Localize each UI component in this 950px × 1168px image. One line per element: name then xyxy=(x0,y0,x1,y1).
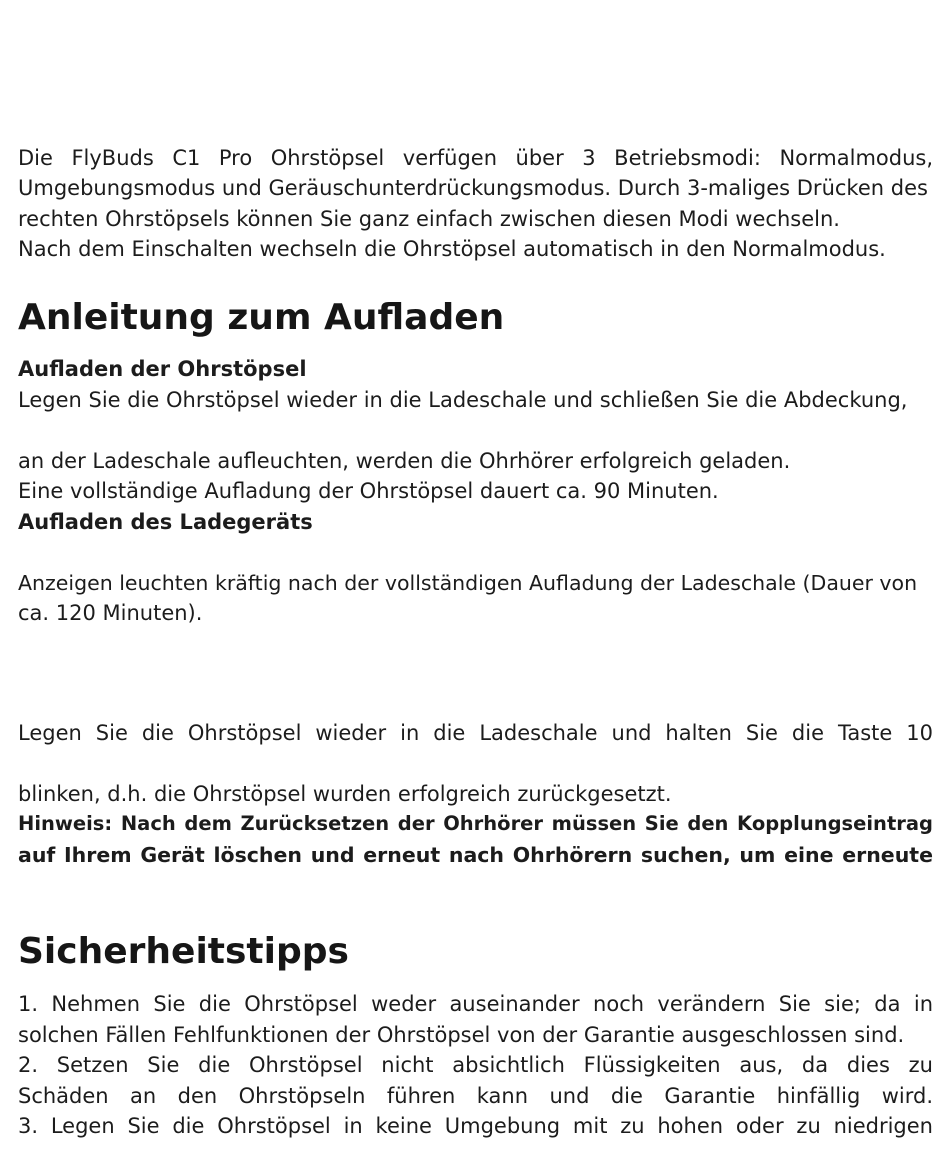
reset-line-1: Legen Sie die Ohrstöpsel wieder in die Ladeschale und halten Sie die Taste 10 xyxy=(18,721,933,745)
earbuds-charging-subheading: Aufladen der Ohrstöpsel xyxy=(18,357,307,381)
reset-note-line-1: Hinweis: Nach dem Zurücksetzen der Ohrhörer müssen Sie den Kopplungseintrag xyxy=(18,812,933,835)
safety-line-5: 3. Legen Sie die Ohrstöpsel in keine Umgebung mit zu hohen oder zu niedrigen xyxy=(18,1114,933,1138)
safety-line-1: 1. Nehmen Sie die Ohrstöpsel weder auseinander noch verändern Sie sie; da in xyxy=(18,992,933,1016)
reset-line-2: blinken, d.h. die Ohrstöpsel wurden erfolgreich zurückgesetzt. xyxy=(18,782,672,806)
reset-note-line-2: auf Ihrem Gerät löschen und erneut nach Ohrhörern suchen, um eine erneute xyxy=(18,843,933,867)
intro-line-4: Nach dem Einschalten wechseln die Ohrstöpsel automatisch in den Normalmodus. xyxy=(18,237,886,261)
earbuds-charging-line-2: an der Ladeschale aufleuchten, werden die Ohrhörer erfolgreich geladen. xyxy=(18,449,791,473)
safety-line-2: solchen Fällen Fehlfunktionen der Ohrstöpsel von der Garantie ausgeschlossen sind. xyxy=(18,1023,905,1047)
safety-line-4: Schäden an den Ohrstöpseln führen kann und die Garantie hinfällig wird. xyxy=(18,1084,933,1108)
intro-line-2: Umgebungsmodus und Geräuschunterdrückungsmodus. Durch 3-maliges Drücken des xyxy=(18,176,928,200)
safety-heading: Sicherheitstipps xyxy=(18,931,349,972)
charging-heading: Anleitung zum Aufladen xyxy=(18,297,505,338)
earbuds-charging-line-3: Eine vollständige Aufladung der Ohrstöpsel dauert ca. 90 Minuten. xyxy=(18,479,719,503)
earbuds-charging-line-1: Legen Sie die Ohrstöpsel wieder in die Ladeschale und schließen Sie die Abdeckung, xyxy=(18,388,908,412)
case-charging-line-2: ca. 120 Minuten). xyxy=(18,601,203,625)
intro-line-1: Die FlyBuds C1 Pro Ohrstöpsel verfügen über 3 Betriebsmodi: Normalmodus, xyxy=(18,146,933,170)
case-charging-line-1: Anzeigen leuchten kräftig nach der vollständigen Aufladung der Ladeschale (Dauer von xyxy=(18,571,918,595)
intro-line-3: rechten Ohrstöpsels können Sie ganz einfach zwischen diesen Modi wechseln. xyxy=(18,207,840,231)
safety-line-3: 2. Setzen Sie die Ohrstöpsel nicht absichtlich Flüssigkeiten aus, da dies zu xyxy=(18,1053,933,1077)
case-charging-subheading: Aufladen des Ladegeräts xyxy=(18,510,313,534)
